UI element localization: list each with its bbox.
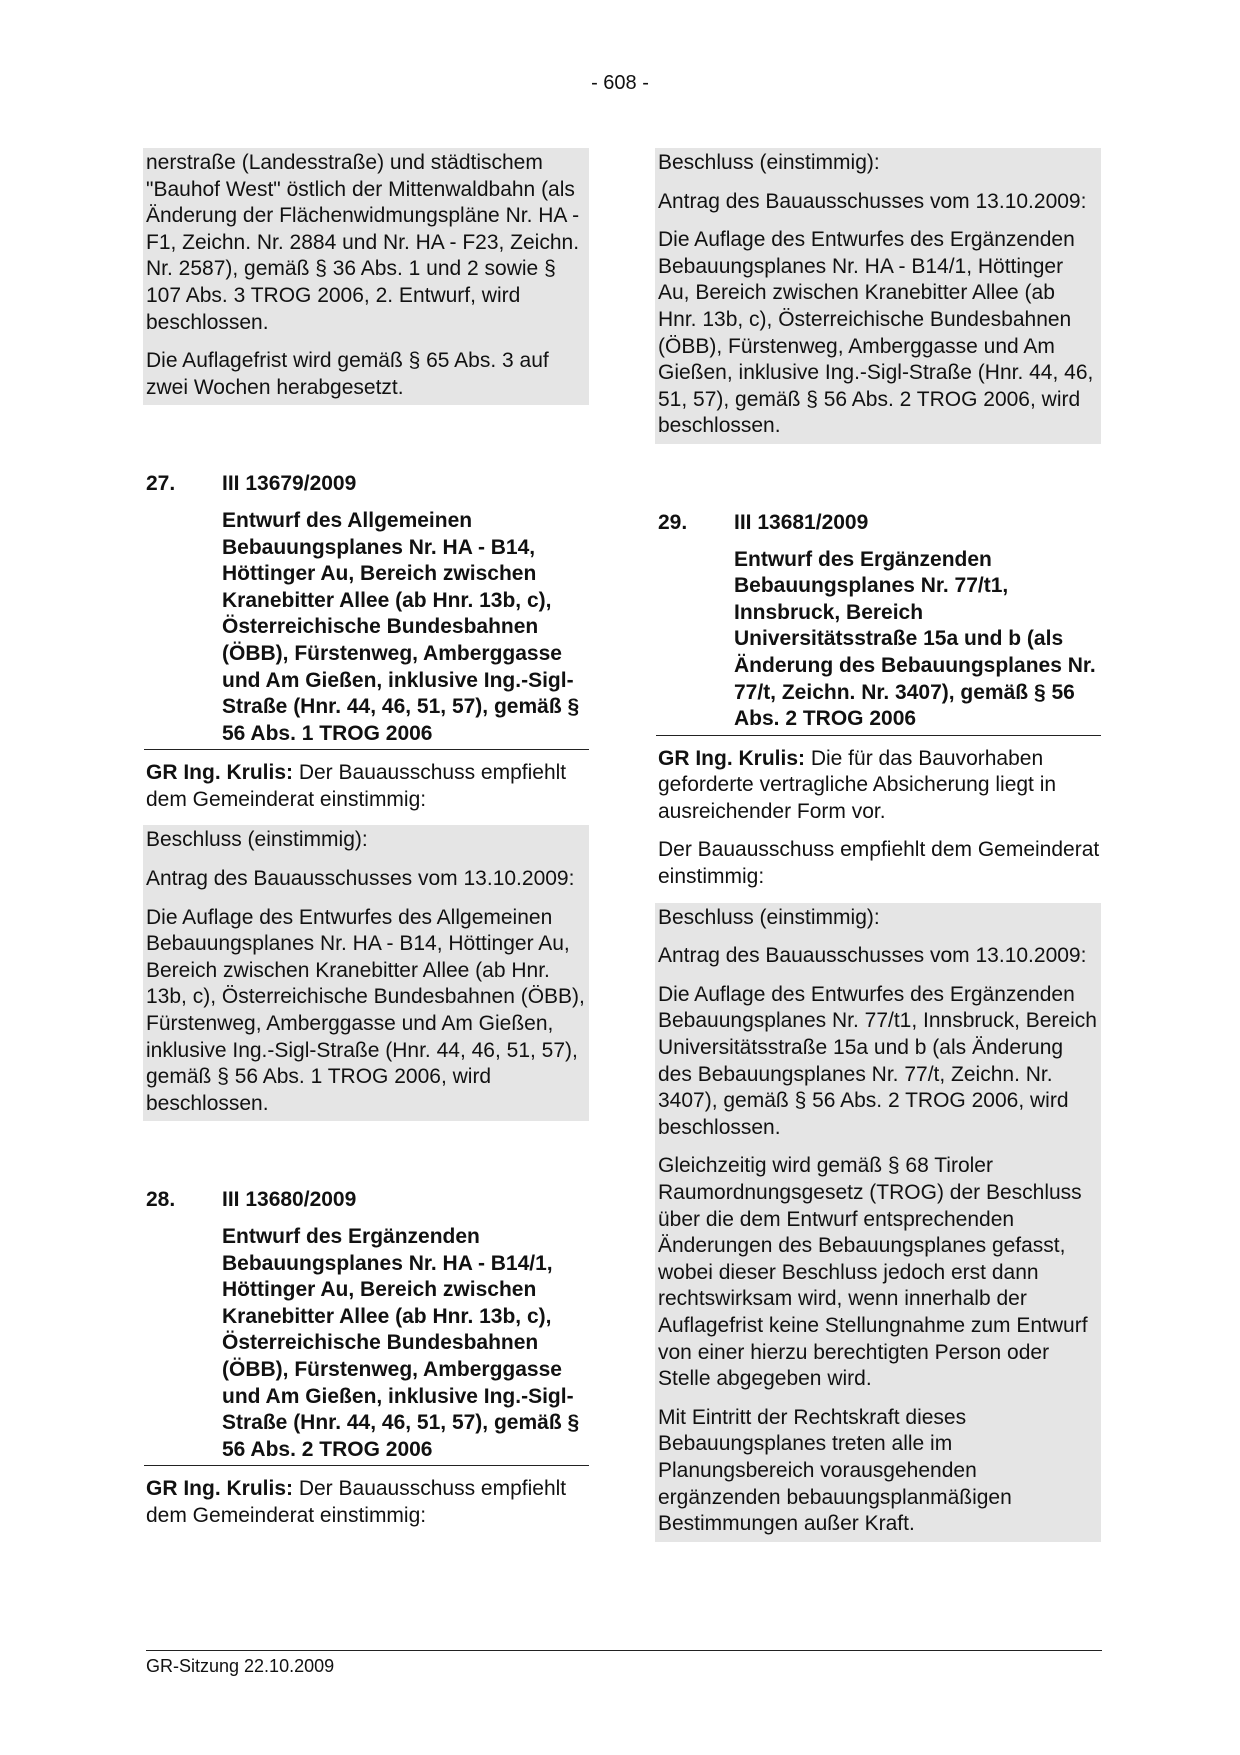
continuation-text: nerstraße (Landesstraße) und städtischem "Bauhof West" östlich der Mittenwaldbahn (als Änderung der Flächenwidmungspläne Nr. HA - F1, Zeichn. Nr. 2884 und Nr. HA - F23, Zeichn. Nr. 2587), gemäß § 36 Abs. 1 und 2 sowie § 107 Abs. 3 TROG 2006, 2. Entwurf, wird beschlossen. [146, 151, 580, 334]
right-column [658, 148, 1101, 1542]
antrag-label: Antrag des Bauausschusses vom 13.10.2009: [658, 189, 1087, 213]
speaker-name: GR Ing. Krulis: [146, 1477, 293, 1501]
speaker-statement [146, 760, 589, 813]
beschluss-label: Beschluss (einstimmig): [146, 828, 368, 852]
auflagefrist-text: Die Auflagefrist wird gemäß § 65 Abs. 3 auf zwei Wochen herabgesetzt. [146, 349, 549, 399]
divider [144, 1465, 589, 1466]
footer-divider [146, 1650, 1102, 1651]
speaker-name: GR Ing. Krulis: [658, 746, 805, 770]
item-title: Entwurf des Ergänzenden Bebauungsplanes Nr. HA - B14/1, Höttinger Au, Bereich zwischen Kranebitter Allee (ab Hnr. 13b, c), Österreichische Bundesbahnen (ÖBB), Fürstenweg, Amberggasse und Am Gießen, inklusive Ing.-Sigl-Straße (Hnr. 44, 46, 51, 57), gemäß § 56 Abs. 2 TROG 2006 [222, 1225, 580, 1461]
item-reference: III 13681/2009 [734, 510, 869, 534]
legal-force-text: Mit Eintritt der Rechtskraft dieses Bebauungsplanes treten alle im Planungsbereich vorausgehenden ergänzenden bebauungsplanmäßigen Bestimmungen außer Kraft. [658, 1405, 1012, 1536]
item-reference: III 13679/2009 [222, 472, 357, 496]
statement-text: Der Bauausschuss empfiehlt dem Gemeinderat einstimmig: [146, 761, 567, 811]
divider [144, 749, 589, 750]
speaker-statement [658, 746, 1101, 826]
statement-text: Der Bauausschuss empfiehlt dem Gemeinderat einstimmig: [146, 1477, 567, 1527]
speaker-statement [146, 1476, 589, 1529]
resolution-block [143, 825, 589, 1121]
item-number: 28. [146, 1188, 176, 1212]
resolution-text: Die Auflage des Entwurfes des Ergänzenden Bebauungsplanes Nr. 77/t1, Innsbruck, Bereich Universitätsstraße 15a und b (als Änderung des Bebauungsplanes Nr. 77/t, Zeichn. Nr. 3407), gemäß § 56 Abs. 2 TROG 2006, wird beschlossen. [658, 982, 1097, 1139]
statement-text: Die für das Bauvorhaben geforderte vertragliche Absicherung liegt in ausreichender Form vor. [658, 746, 1057, 823]
item-number: 27. [146, 472, 176, 496]
divider [656, 735, 1101, 736]
continuation-block [143, 148, 589, 405]
footer-session-date: GR-Sitzung 22.10.2009 [146, 1656, 335, 1676]
left-column [146, 148, 589, 1542]
resolution-text: Die Auflage des Entwurfes des Allgemeinen Bebauungsplanes Nr. HA - B14, Höttinger Au, Bereich zwischen Kranebitter Allee (ab Hnr. 13b, c), Österreichische Bundesbahnen (ÖBB), Fürstenweg, Amberggasse und Am Gießen, inklusive Ing.-Sigl-Straße (Hnr. 44, 46, 51, 57), gemäß § 56 Abs. 1 TROG 2006, wird beschlossen. [146, 905, 585, 1115]
resolution-block [655, 148, 1101, 444]
agenda-item-29 [658, 510, 1101, 1542]
item-title: Entwurf des Allgemeinen Bebauungsplanes Nr. HA - B14, Höttinger Au, Bereich zwischen Kranebitter Allee (ab Hnr. 13b, c), Österreichische Bundesbahnen (ÖBB), Fürstenweg, Amberggasse und Am Gießen, inklusive Ing.-Sigl-Straße (Hnr. 44, 46, 51, 57), gemäß § 56 Abs. 1 TROG 2006 [222, 508, 580, 745]
item-number: 29. [658, 510, 688, 534]
resolution-block [655, 903, 1101, 1542]
item-reference: III 13680/2009 [222, 1188, 357, 1212]
beschluss-label: Beschluss (einstimmig): [658, 905, 880, 929]
item-heading [146, 1187, 589, 1214]
recommendation-text: Der Bauausschuss empfiehlt dem Gemeinderat einstimmig: [658, 838, 1100, 889]
antrag-label: Antrag des Bauausschusses vom 13.10.2009: [658, 944, 1087, 968]
item-heading [146, 471, 589, 498]
simultaneous-resolution-text: Gleichzeitig wird gemäß § 68 Tiroler Raumordnungsgesetz (TROG) der Beschluss über die dem Entwurf entsprechenden Änderungen des Bebauungsplanes gefasst, wobei dieser Beschluss jedoch erst dann rechtswirksam wird, wenn innerhalb der Auflagefrist keine Stellungnahme zum Entwurf von einer hierzu berechtigten Person oder Stelle abgegeben wird. [658, 1154, 1088, 1391]
agenda-item-28 [146, 1187, 589, 1529]
speaker-name: GR Ing. Krulis: [146, 761, 293, 785]
antrag-label: Antrag des Bauausschusses vom 13.10.2009: [146, 867, 575, 891]
item-heading [658, 510, 1101, 537]
agenda-item-27 [146, 471, 589, 1121]
page-number: - 608 - [591, 72, 649, 94]
item-title: Entwurf des Ergänzenden Bebauungsplanes Nr. 77/t1, Innsbruck, Bereich Universitätsstraße 15a und b (als Änderung des Bebauungsplanes Nr. 77/t, Zeichn. Nr. 3407), gemäß § 56 Abs. 2 TROG 2006 [734, 547, 1096, 731]
beschluss-label: Beschluss (einstimmig): [658, 151, 880, 174]
resolution-text: Die Auflage des Entwurfes des Ergänzenden Bebauungsplanes Nr. HA - B14/1, Höttinger Au, Bereich zwischen Kranebitter Allee (ab Hnr. 13b, c), Österreichische Bundesbahnen (ÖBB), Fürstenweg, Amberggasse und Am Gießen, inklusive Ing.-Sigl-Straße (Hnr. 44, 46, 51, 57), gemäß § 56 Abs. 2 TROG 2006, wird beschlossen. [658, 228, 1094, 438]
